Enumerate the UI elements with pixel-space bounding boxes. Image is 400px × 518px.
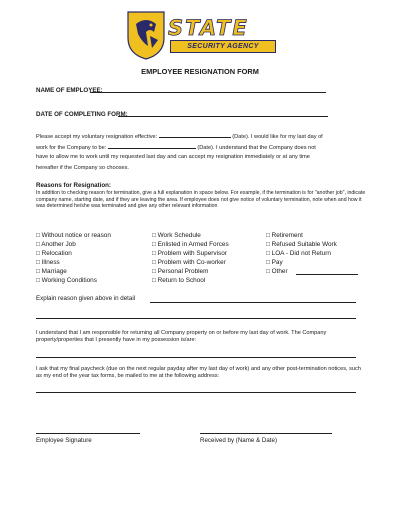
logo-subtitle: SECURITY AGENCY xyxy=(170,40,276,53)
company-property-text: I understand that I am responsible for returning all Company property on or before my last day of work. The Company property/properties that I presently have in my possession is/are: xyxy=(36,330,327,343)
last-day-text xyxy=(36,143,316,152)
option-problem-coworker[interactable]: □ Problem with Co-worker xyxy=(152,259,226,266)
option-other[interactable]: □ Other xyxy=(266,268,288,275)
effective-date-field[interactable] xyxy=(159,132,231,138)
other-reason-field[interactable] xyxy=(296,274,358,275)
employee-signature-label: Employee Signature xyxy=(36,437,92,444)
last-day-suffix: (Date). I understand that the Company does not xyxy=(195,145,316,151)
resignation-terms-line1: have to allow me to work until my requested last day and can accept my resignation immediately or at any time xyxy=(36,154,310,160)
explain-reason-field-2[interactable] xyxy=(36,318,356,319)
last-day-field[interactable] xyxy=(108,143,196,149)
option-personal-problem[interactable]: □ Personal Problem xyxy=(152,268,209,275)
option-enlisted[interactable]: □ Enlisted in Armed Forces xyxy=(152,241,229,248)
option-retirement[interactable]: □ Retirement xyxy=(266,232,303,239)
option-refused-work[interactable]: □ Refused Suitable Work xyxy=(266,241,337,248)
option-another-job[interactable]: □ Another Job xyxy=(36,241,76,248)
effective-date-prefix: Please accept my voluntary resignation effective: xyxy=(36,134,159,140)
explain-reason-label: Explain reason given above in detail xyxy=(36,295,136,302)
received-by-label: Received by (Name & Date) xyxy=(200,437,278,444)
final-paycheck-text: I ask that my final paycheck (due on the next regular payday after my last day of work) and any other post-termination notices, such as my end of the year tax forms, be mailed to me at the following address: xyxy=(36,366,361,379)
name-of-employee-field[interactable] xyxy=(90,92,326,93)
date-of-completing-form-field[interactable] xyxy=(118,116,328,117)
option-working-conditions[interactable]: □ Working Conditions xyxy=(36,277,97,284)
explain-reason-field-1[interactable] xyxy=(150,302,356,303)
last-day-prefix: work for the Company to be: xyxy=(36,145,108,151)
option-pay[interactable]: □ Pay xyxy=(266,259,283,266)
date-of-completing-form-label: DATE OF COMPLETING FORM: xyxy=(36,111,128,118)
received-by-field[interactable] xyxy=(200,433,332,434)
option-return-school[interactable]: □ Return to School xyxy=(152,277,206,284)
option-illness[interactable]: □ Illness xyxy=(36,259,60,266)
employee-signature-field[interactable] xyxy=(36,433,140,434)
effective-date-suffix: (Date). I would like for my last day of xyxy=(230,134,323,140)
option-marriage[interactable]: □ Marriage xyxy=(36,268,67,275)
option-loa[interactable]: □ LOA - Did not Return xyxy=(266,250,331,257)
logo-wordmark: STATE xyxy=(168,16,249,40)
name-of-employee-label: NAME OF EMPLOYEE: xyxy=(36,87,103,94)
company-property-field[interactable] xyxy=(36,357,356,358)
reasons-heading: Reasons for Resignation: xyxy=(36,182,111,189)
resignation-terms-line2: hereafter if the Company so chooses. xyxy=(36,165,129,171)
effective-date-text xyxy=(36,132,323,141)
reasons-instructions: In addition to checking reason for termination, give a full explanation in space below. For example, if the termination is for "another job", indicate company name, starting date, and if they are leaving the area. If employee does not give notice of voluntary termination, note when and how it was determined he/she was terminated and give any other relevant information xyxy=(36,190,366,210)
option-problem-supervisor[interactable]: □ Problem with Supervisor xyxy=(152,250,227,257)
mailing-address-field[interactable] xyxy=(36,392,356,393)
option-work-schedule[interactable]: □ Work Schedule xyxy=(152,232,201,239)
option-without-notice[interactable]: □ Without notice or reason xyxy=(36,232,111,239)
option-relocation[interactable]: □ Relocation xyxy=(36,250,72,257)
form-title: EMPLOYEE RESIGNATION FORM xyxy=(141,67,259,76)
